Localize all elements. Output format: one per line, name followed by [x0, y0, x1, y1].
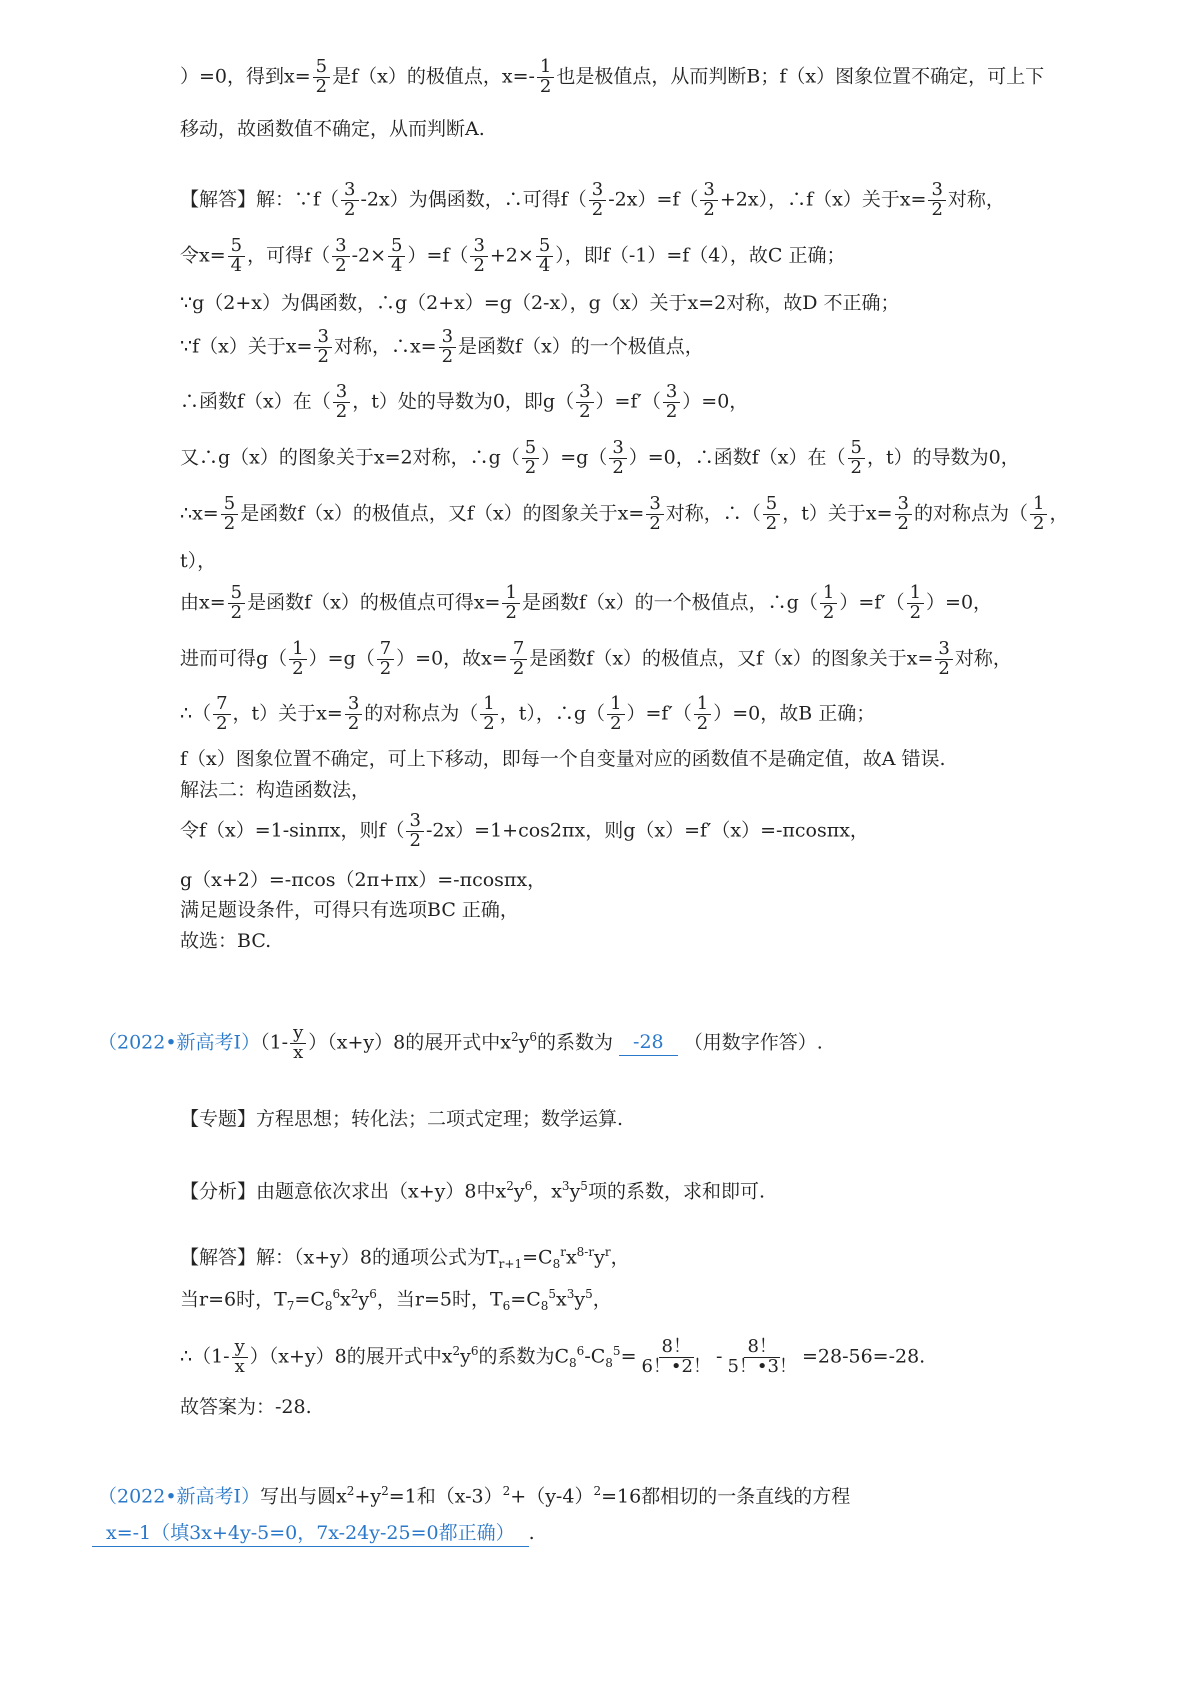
- solution-line-3: ∵g（2+x）为偶函数，∴g（2+x）=g（2-x），g（x）关于x=2对称，故D 不正确；: [180, 292, 900, 314]
- solution-line-11: ∴（ $\frac{7}{2}$ ，t）关于x= $\frac{3}{2}$ 的对称点为（ $\frac{1}{2}$ ，t），∴g（ $\frac{1}{2}$ ）=f′（ $\frac{1}{2}$ ）=0，故B 正确；: [180, 693, 876, 734]
- question-2-answer-line: 故答案为：-28.: [180, 1396, 312, 1418]
- solution-line-8: t），: [180, 550, 217, 572]
- solution-line-14: 令f（x）=1-sinπx，则f（ $\frac{3}{2}$ -2x）=1+cos2πx，则g（x）=f′（x）=-πcosπx，: [180, 810, 869, 851]
- solution-line-15: g（x+2）=-πcos（2π+πx）=-πcosπx，: [180, 869, 547, 891]
- solution-line-16: 满足题设条件，可得只有选项BC 正确，: [180, 899, 519, 921]
- solution-line-7: ∴x= $\frac{5}{2}$ 是函数f（x）的极值点，又f（x）的图象关于x= $\frac{3}{2}$ 对称，∴（ $\frac{5}{2}$ ，t）关于x= $\frac{3}{2}$ 的对称点为（ $\frac{1}{2}$ ，: [180, 493, 1069, 534]
- solution-line-6: 又∴g（x）的图象关于x=2对称，∴g（ $\frac{5}{2}$ ）=g（ $\frac{3}{2}$ ）=0，∴函数f（x）在（ $\frac{5}{2}$ ，t）的导数为0，: [180, 437, 1020, 478]
- question-2-topic: 【专题】方程思想；转化法；二项式定理；数学运算.: [180, 1108, 624, 1130]
- question-3-stem: （2022•新高考Ⅰ）写出与圆$x^2+y^2=1$和$(x-3)^2+(y-4)^2=16$都相切的一条直线的方程: [98, 1484, 851, 1508]
- question-3-source: （2022•新高考Ⅰ）: [98, 1485, 261, 1508]
- solution-line-12: f（x）图象位置不确定，可上下移动，即每一个自变量对应的函数值不是确定值，故A 错误.: [180, 748, 946, 770]
- solution-line-9: 由x= $\frac{5}{2}$ 是函数f（x）的极值点可得x= $\frac{1}{2}$ 是函数f（x）的一个极值点，∴g（ $\frac{1}{2}$ ）=f′（ $\frac{1}{2}$ ）=0，: [180, 582, 993, 623]
- analysis-line-1: ）=0，得到x= $\frac{5}{2}$ 是f（x）的极值点，x=- $\frac{1}{2}$ 也是极值点，从而判断B；f（x）图象位置不确定，可上下: [180, 56, 1045, 97]
- question-2-solution-3: ∴（1- $\frac{y}{x}$ ）（x+y）8的展开式中$x^2y^6$的系数为$C_8^6-C_8^5=$ $\frac{8!}{6!•2!}$ - $\frac{8!}{5!•3!}$ =28-56=-28.: [180, 1336, 926, 1377]
- question-3-answer-line: x=-1（填3x+4y-5=0，7x-24y-25=0都正确） .: [92, 1524, 535, 1547]
- solution-line-5: ∴函数f（x）在（ $\frac{3}{2}$ ，t）处的导数为0，即g（ $\frac{3}{2}$ ）=f′（ $\frac{3}{2}$ ）=0，: [180, 381, 749, 422]
- fraction: $\frac{5}{2}$: [313, 58, 330, 97]
- solution-line-10: 进而可得g（ $\frac{1}{2}$ ）=g（ $\frac{7}{2}$ ）=0，故x= $\frac{7}{2}$ 是函数f（x）的极值点，又f（x）的图象关于x= $\frac{3}{2}$ 对称，: [180, 638, 1012, 679]
- question-3-answer-blank: x=-1（填3x+4y-5=0，7x-24y-25=0都正确）: [92, 1524, 529, 1547]
- question-2-solution-1: 【解答】解：（x+y）8的通项公式为$T_{r+1}=C_8^rx^{8-r}y^r$，: [180, 1245, 630, 1272]
- solution-line-17: 故选：BC.: [180, 930, 272, 952]
- solution-line-13: 解法二：构造函数法，: [180, 779, 371, 801]
- solution-line-1: 【解答】解：∵f（ $\frac{3}{2}$ -2x）为偶函数，∴可得f（ $\frac{3}{2}$ -2x）=f（ $\frac{3}{2}$ +2x），∴f（x）关于x= $\frac{3}{2}$ 对称，: [180, 179, 1005, 220]
- question-2-solution-2: 当r=6时，$T_7=C_8^6x^2y^6$，当r=5时，$T_6=C_8^5x^3y^5$，: [180, 1287, 612, 1314]
- fraction: $\frac{1}{2}$: [537, 58, 554, 97]
- question-2-analysis: 【分析】由题意依次求出（x+y）8中$x^2y^6$，$x^3y^5$项的系数，求和即可.: [180, 1179, 765, 1203]
- question-2-source: （2022•新高考Ⅰ）: [98, 1031, 261, 1054]
- question-2-answer-blank: -28: [619, 1033, 678, 1056]
- solution-line-2: 令x= $\frac{5}{4}$ ，可得f（ $\frac{3}{2}$ -2× $\frac{5}{4}$ ）=f（ $\frac{3}{2}$ +2× $\frac{5}{4}$ ），即f（-1）=f（4），故C 正确；: [180, 235, 846, 276]
- analysis-line-2: 移动，故函数值不确定，从而判断A.: [180, 118, 485, 140]
- solution-line-4: ∵f（x）关于x= $\frac{3}{2}$ 对称，∴x= $\frac{3}{2}$ 是函数f（x）的一个极值点，: [180, 326, 704, 367]
- question-2-stem: （2022•新高考Ⅰ）（1- $\frac{y}{x}$ ）（x+y）8的展开式中$x^2y^6$的系数为 -28 （用数字作答）.: [98, 1022, 823, 1063]
